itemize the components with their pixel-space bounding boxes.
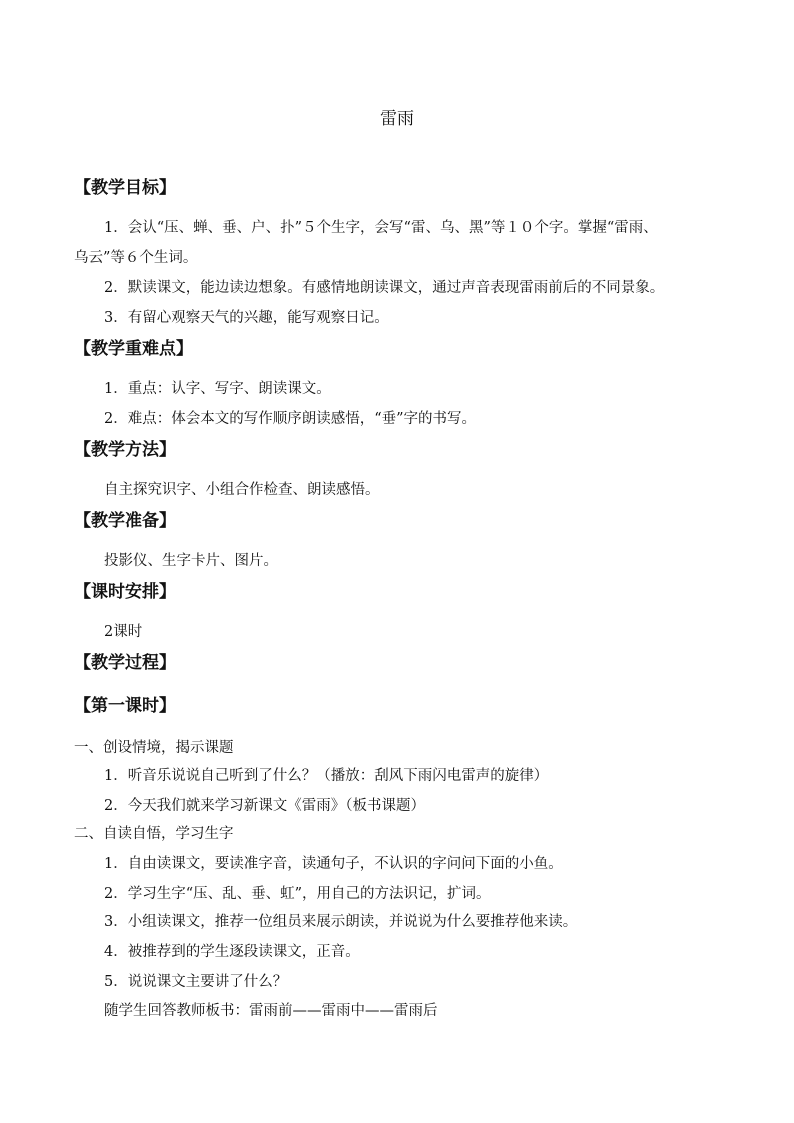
heading-schedule: 【课时安排】 [74, 582, 176, 602]
key-point-item-2: 2．难点：体会本文的写作顺序朗读感悟，“垂”字的书写。 [104, 411, 477, 427]
heading-teaching-preparation: 【教学准备】 [74, 511, 176, 531]
methods-text: 自主探究识字、小组合作检查、朗读感悟。 [104, 482, 380, 498]
part1-item-2: 2．今天我们就来学习新课文《雷雨》（板书课题） [104, 798, 425, 814]
heading-key-points: 【教学重难点】 [74, 339, 193, 359]
heading-teaching-methods: 【教学方法】 [74, 440, 176, 460]
goal-item-2: 2．默读课文，能边读边想象。有感情地朗读课文，通过声音表现雷雨前后的不同景象。 [104, 280, 665, 296]
preparation-text: 投影仪、生字卡片、图片。 [104, 553, 278, 569]
part2-board-note: 随学生回答教师板书：雷雨前——雷雨中——雷雨后 [104, 1003, 438, 1019]
goal-item-3: 3．有留心观察天气的兴趣，能写观察日记。 [104, 310, 389, 326]
part2-item-4: 4．被推荐到的学生逐段读课文，正音。 [104, 944, 360, 960]
heading-teaching-process: 【教学过程】 [74, 653, 176, 673]
part2-item-5: 5．说说课文主要讲了什么？ [104, 974, 288, 990]
schedule-text: 2课时 [104, 624, 143, 640]
part2-item-1: 1．自由读课文，要读准字音，读通句子，不认识的字问问下面的小鱼。 [104, 856, 563, 872]
key-point-item-1: 1．重点：认字、写字、朗读课文。 [104, 381, 331, 397]
goal-item-1: 1．会认“压、蝉、垂、户、扑”５个生字，会写“雷、乌、黑”等１０个字。掌握“雷雨、 [104, 220, 658, 236]
part2-item-2: 2．学习生字“压、乱、垂、虹”，用自己的方法识记，扩词。 [104, 886, 491, 902]
goal-item-1-continued: 乌云”等６个生词。 [74, 250, 198, 266]
heading-teaching-goals: 【教学目标】 [74, 178, 176, 198]
part1-title: 一、创设情境，揭示课题 [74, 740, 234, 756]
part2-title: 二、自读自悟，学习生字 [74, 826, 234, 842]
document-title: 雷雨 [380, 109, 414, 129]
part1-item-1: 1．听音乐说说自己听到了什么？（播放：刮风下雨闪电雷声的旋律） [104, 768, 549, 784]
heading-first-lesson: 【第一课时】 [74, 696, 176, 716]
part2-item-3: 3．小组读课文，推荐一位组员来展示朗读，并说说为什么要推荐他来读。 [104, 914, 578, 930]
